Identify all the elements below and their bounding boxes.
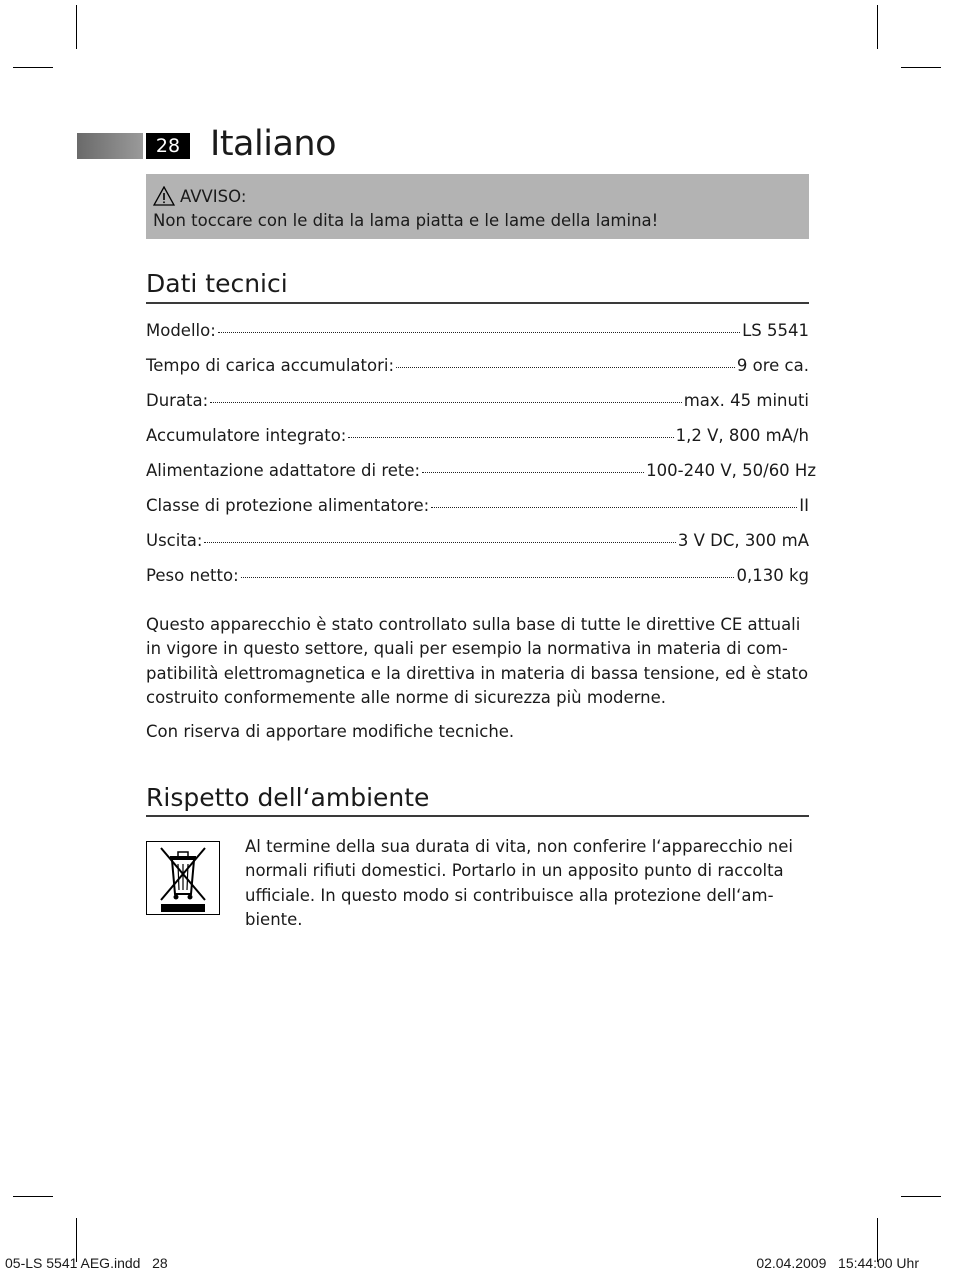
leader-dots [218, 332, 740, 333]
spec-row [146, 321, 809, 345]
spec-value: LS 5541 [742, 321, 809, 340]
spec-label: Alimentazione adattatore di rete: [146, 461, 421, 480]
footer-timestamp: 02.04.2009 15:44:00 Uhr [756, 1255, 919, 1271]
page-number: 28 [146, 133, 190, 159]
spec-row [146, 531, 809, 555]
crop-mark [76, 5, 77, 49]
spec-value: 100-240 V, 50/60 Hz [646, 461, 816, 480]
paragraph-line: Al termine della sua durata di vita, non conferire l‘apparecchio nei [245, 837, 793, 856]
section-rule [146, 302, 809, 304]
leader-dots [396, 367, 735, 368]
spec-row [146, 356, 809, 380]
page-title: Italiano [210, 124, 336, 164]
paragraph-line: Questo apparecchio è stato controllato sulla base di tutte le direttive CE attuali [146, 615, 801, 634]
warning-label: AVVISO: [180, 186, 247, 206]
leader-dots [422, 472, 644, 473]
crop-mark [901, 1196, 941, 1197]
spec-label: Peso netto: [146, 566, 239, 585]
spec-value: 3 V DC, 300 mA [677, 531, 809, 550]
paragraph-line: biente. [245, 909, 303, 929]
section-rule [146, 815, 809, 817]
spec-row [146, 461, 816, 485]
spec-row [146, 426, 809, 450]
spec-value: 0,130 kg [736, 566, 809, 585]
paragraph-line: normali rifiuti domestici. Portarlo in un apposito punto di raccolta [245, 861, 784, 881]
weee-bin-icon [146, 841, 220, 915]
crossed-bin-icon [147, 842, 219, 914]
spec-value: 9 ore ca. [736, 356, 809, 375]
spec-row [146, 391, 809, 415]
environment-paragraph [245, 835, 815, 932]
crop-mark [877, 5, 878, 49]
spec-row [146, 566, 809, 590]
spec-value: II [799, 496, 809, 515]
paragraph-line: in vigore in questo settore, quali per esempio la normativa in materia di com- [146, 639, 788, 659]
leader-dots [431, 507, 797, 508]
environment-heading: Rispetto dell‘ambiente [146, 783, 430, 812]
leader-dots [204, 542, 675, 543]
warning-text: Non toccare con le dita la lama piatta e le lame della lamina! [153, 211, 659, 230]
spec-label: Modello: [146, 321, 216, 340]
crop-mark [13, 67, 53, 68]
technical-changes-note: Con riserva di apportare modifiche tecniche. [146, 722, 515, 741]
paragraph-line: costruito conformemente alle norme di sicurezza più moderne. [146, 687, 667, 707]
spec-label: Durata: [146, 391, 209, 410]
spec-value: 1,2 V, 800 mA/h [675, 426, 809, 445]
warning-triangle-icon [153, 186, 175, 206]
paragraph-line: patibilità elettromagnetica e la direttiva in materia di bassa tensione, ed è stato [146, 663, 809, 683]
spec-value: max. 45 minuti [683, 391, 809, 410]
spec-label: Uscita: [146, 531, 203, 550]
leader-dots [210, 402, 681, 403]
specs-heading: Dati tecnici [146, 269, 288, 298]
crop-mark [901, 67, 941, 68]
spec-label: Accumulatore integrato: [146, 426, 347, 445]
footer-file: 05-LS 5541 AEG.indd 28 [5, 1255, 168, 1271]
header-bar [77, 133, 143, 159]
spec-row [146, 496, 809, 520]
warning-box [146, 174, 809, 239]
spec-label: Tempo di carica accumulatori: [146, 356, 395, 375]
paragraph-line: ufficiale. In questo modo si contribuisce alla protezione dell‘am- [245, 885, 774, 905]
ce-paragraph [146, 613, 816, 710]
leader-dots [241, 577, 735, 578]
leader-dots [348, 437, 673, 438]
crop-mark [13, 1196, 53, 1197]
spec-label: Classe di protezione alimentatore: [146, 496, 430, 515]
